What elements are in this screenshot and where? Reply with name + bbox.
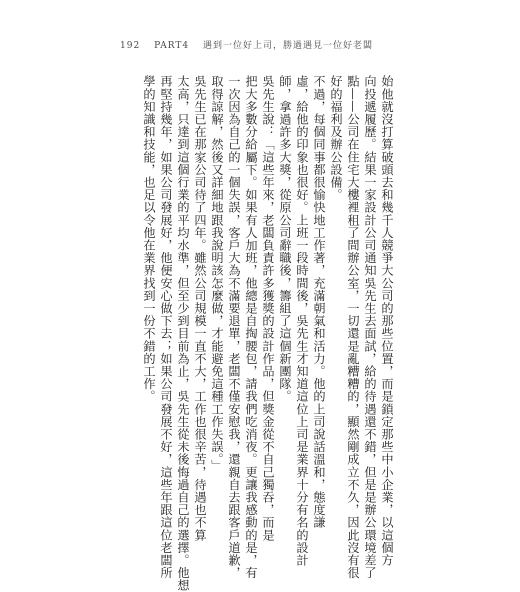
part-label: PART4 (154, 41, 190, 51)
text-column: 學的知識和技能，也足以令他在業界找到一份不錯的工作。 (142, 75, 156, 403)
text-column: 吳先生已在那家公司待了四年。雖然公司規模一直不大，工作也很辛苦，待遇也不算 (193, 75, 207, 542)
text-column: 太高，只達到這個行業的平均水準，但至少到目前為止，吳先生從未後悔過自己的選擇。他想 (176, 75, 190, 592)
text-column: 師，拿過許多大獎，從原公司辭職後，籌組了這個新團隊。 (278, 75, 292, 403)
text-column: 好的福利及辦公設備。 (329, 75, 343, 201)
text-column: 把大多數分給屬下。如果有人加班，他總是自掏腰包，請我們吃消夜。更讓我感動的是，有 (244, 75, 258, 579)
text-column: 點——公司在住宅大樓裡租了間辦公室，一切還是亂糟糟的，顯然剛成立不久，因此沒有很 (346, 75, 360, 579)
running-header (120, 38, 383, 51)
text-column: 吳先生說：「這些年來，老闆負責許多獲獎的設計作品，但獎金從不自己獨吞，而是 (261, 75, 275, 542)
text-column: 取得諒解，然後又詳細地跟我說明該怎麼做，才能避免這種工作失誤。」 (210, 75, 224, 473)
chapter-title: 遇到一位好上司，勝過遇見一位好老闆 (203, 41, 374, 51)
page-number: 192 (120, 41, 141, 51)
text-column: 始他就沒打算破頭去和幾千人競爭大公司的那些位置，而是鎖定那些中小企業，以這個方 (380, 75, 394, 567)
text-column: 虛，給他的印象也很好。上班一段時間後，吳先生才知道這位上司是業界十分有名的設計 (295, 75, 309, 567)
text-column: 不過，每個同事都很愉快地工作著，充滿朝氣和活力。他的上司說話溫和，態度謙 (312, 75, 326, 529)
text-column: 向投遞履歷。結果一家設計公司通知吳先生去面試，給的待遇還不錯，但是是辦公環境差了 (363, 75, 377, 579)
vertical-body-text (133, 75, 394, 592)
text-column: 一次因為自己的一個失誤，客戶大為不滿要退單，老闆不僅安慰我，還親自去跟客戶道歉， (227, 75, 241, 579)
text-column: 再堅持幾年，如果公司發展好，他便安心做下去；如果公司發展不好，這些年跟這位老闆所 (159, 75, 173, 579)
